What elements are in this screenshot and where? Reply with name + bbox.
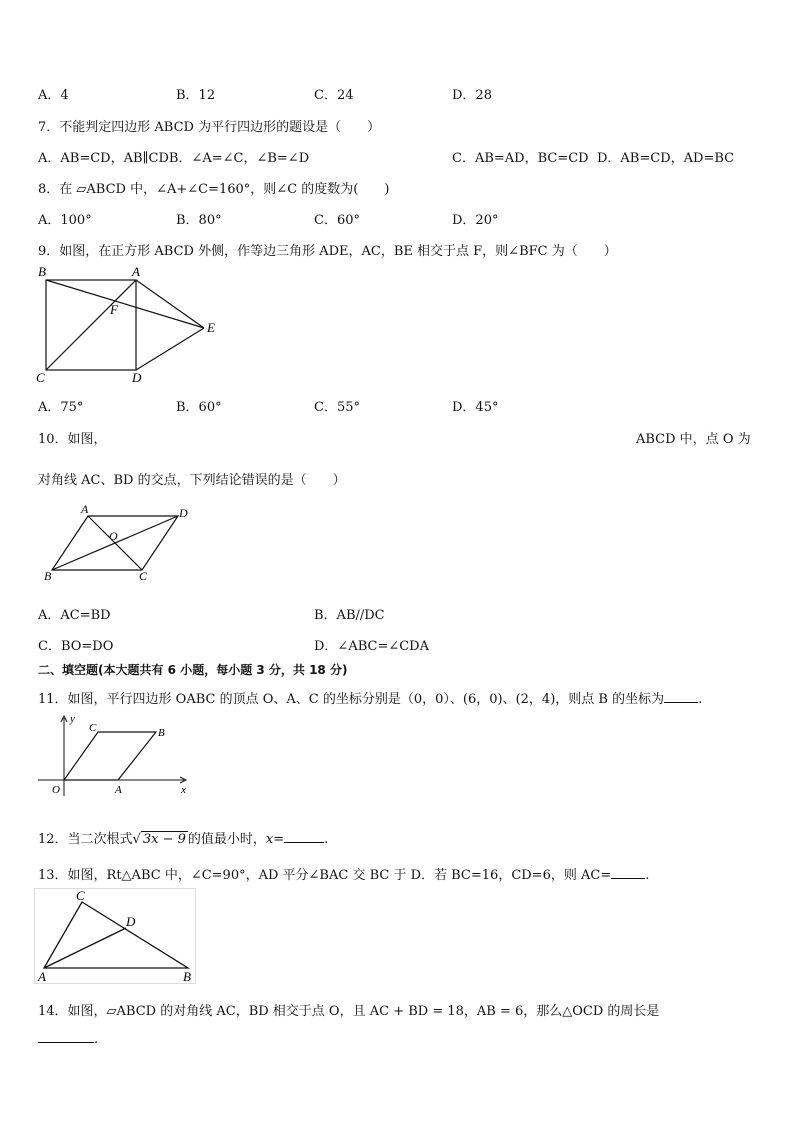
q11-label-b: B <box>158 727 165 739</box>
q14-end: . <box>94 1032 99 1047</box>
q9-label-e: E <box>207 320 215 335</box>
q7-stem: 7．不能判定四边形 ABCD 为平行四边形的题设是（ ） <box>38 120 381 135</box>
q6-option-b: B．12 <box>176 88 216 103</box>
q11-stem-line <box>38 688 702 707</box>
q13-end: . <box>645 868 650 883</box>
q9-option-b: B．60° <box>176 400 222 415</box>
q11-label-c: C <box>89 722 97 734</box>
q11-label-a: A <box>115 784 122 796</box>
q12-var: x= <box>265 832 285 847</box>
q9-label-b: B <box>38 264 46 279</box>
q9-stem: 9．如图，在正方形 ABCD 外侧，作等边三角形 ADE，AC，BE 相交于点 F，则∠BFC 为（ ） <box>38 244 617 259</box>
q11-figure <box>34 712 194 798</box>
q10-option-c: C．BO=DO <box>38 639 114 654</box>
q12-end: . <box>324 832 329 847</box>
q13-label-d: D <box>126 914 136 929</box>
q12-stem: 12．当二次根式 <box>38 832 133 847</box>
q9-label-f: F <box>110 302 118 317</box>
q6-option-c: C．24 <box>314 88 354 103</box>
q11-label-x: x <box>181 784 186 796</box>
q10-stem-left: 10．如图， <box>38 432 107 447</box>
q8-option-d: D．20° <box>452 213 499 228</box>
q10-label-o: O <box>109 529 118 543</box>
q9-label-c: C <box>36 370 45 384</box>
q8-option-b: B．80° <box>176 213 222 228</box>
q10-stem-right: ABCD 中，点 O 为 <box>636 432 751 447</box>
q9-option-d: D．45° <box>452 400 499 415</box>
q11-stem: 11．如图，平行四边形 OABC 的顶点 O、A、C 的坐标分别是（0，0）、(6，0)、(2，4)，则点 B 的坐标为 <box>38 692 665 707</box>
q14-answer-blank[interactable] <box>38 1041 94 1043</box>
q8-option-a: A．100° <box>38 213 92 228</box>
q14-answer-line <box>38 1032 98 1047</box>
q9-figure <box>30 262 230 384</box>
q6-option-a: A．4 <box>38 88 69 103</box>
q9-label-a: A <box>132 264 140 279</box>
q6-option-d: D．28 <box>452 88 492 103</box>
q11-answer-blank[interactable] <box>664 701 698 703</box>
q10-option-a: A．AC=BD <box>38 608 111 623</box>
q8-option-c: C．60° <box>314 213 360 228</box>
section-title: 二、填空题(本大题共有 6 小题，每小题 3 分，共 18 分) <box>38 663 348 677</box>
q10-label-a: A <box>81 502 89 516</box>
q9-label-d: D <box>132 370 142 384</box>
q13-answer-blank[interactable] <box>611 877 645 879</box>
q12-stem-line <box>38 828 328 847</box>
q13-label-c: C <box>76 888 85 903</box>
q10-label-d: D <box>179 506 188 520</box>
q12-answer-blank[interactable] <box>284 841 324 843</box>
q12-mid: 的值最小时， <box>187 832 266 847</box>
q13-stem-line <box>38 864 649 883</box>
q10-label-c: C <box>139 569 148 583</box>
q9-option-a: A．75° <box>38 400 84 415</box>
q10-label-b: B <box>44 569 52 583</box>
q13-label-a: A <box>38 969 46 984</box>
q10-stem-line2: 对角线 AC、BD 的交点，下列结论错误的是（ ） <box>38 473 346 488</box>
q14-stem: 14．如图，▱ABCD 的对角线 AC，BD 相交于点 O，且 AC + BD = 18，AB = 6，那么△OCD 的周长是 <box>38 1004 660 1019</box>
q10-figure <box>38 500 198 586</box>
q13-stem: 13．如图，Rt△ABC 中，∠C=90°，AD 平分∠BAC 交 BC 于 D．若 BC=16，CD=6，则 AC= <box>38 868 612 883</box>
q11-label-o: O <box>52 784 60 796</box>
q10-option-b: B．AB//DC <box>314 608 385 623</box>
q13-label-b: B <box>183 969 191 984</box>
q11-label-y: y <box>70 713 75 725</box>
q7-option-c: C．AB=AD，BC=CD <box>452 151 589 166</box>
q12-radicand: 3x − 9 <box>142 832 186 847</box>
q7-option-ab: A．AB=CD，AB∥CDB．∠A=∠C，∠B=∠D <box>38 151 310 166</box>
q9-option-c: C．55° <box>314 400 360 415</box>
q12-sqrt: √ 3x − 9 <box>132 832 186 847</box>
q8-stem: 8．在 ▱ABCD 中，∠A+∠C=160°，则∠C 的度数为( ) <box>38 182 390 197</box>
q10-option-d: D．∠ABC=∠CDA <box>314 639 429 654</box>
q11-end: . <box>698 692 703 707</box>
q7-option-d: D．AB=CD，AD=BC <box>597 151 735 166</box>
q13-figure <box>34 888 196 984</box>
